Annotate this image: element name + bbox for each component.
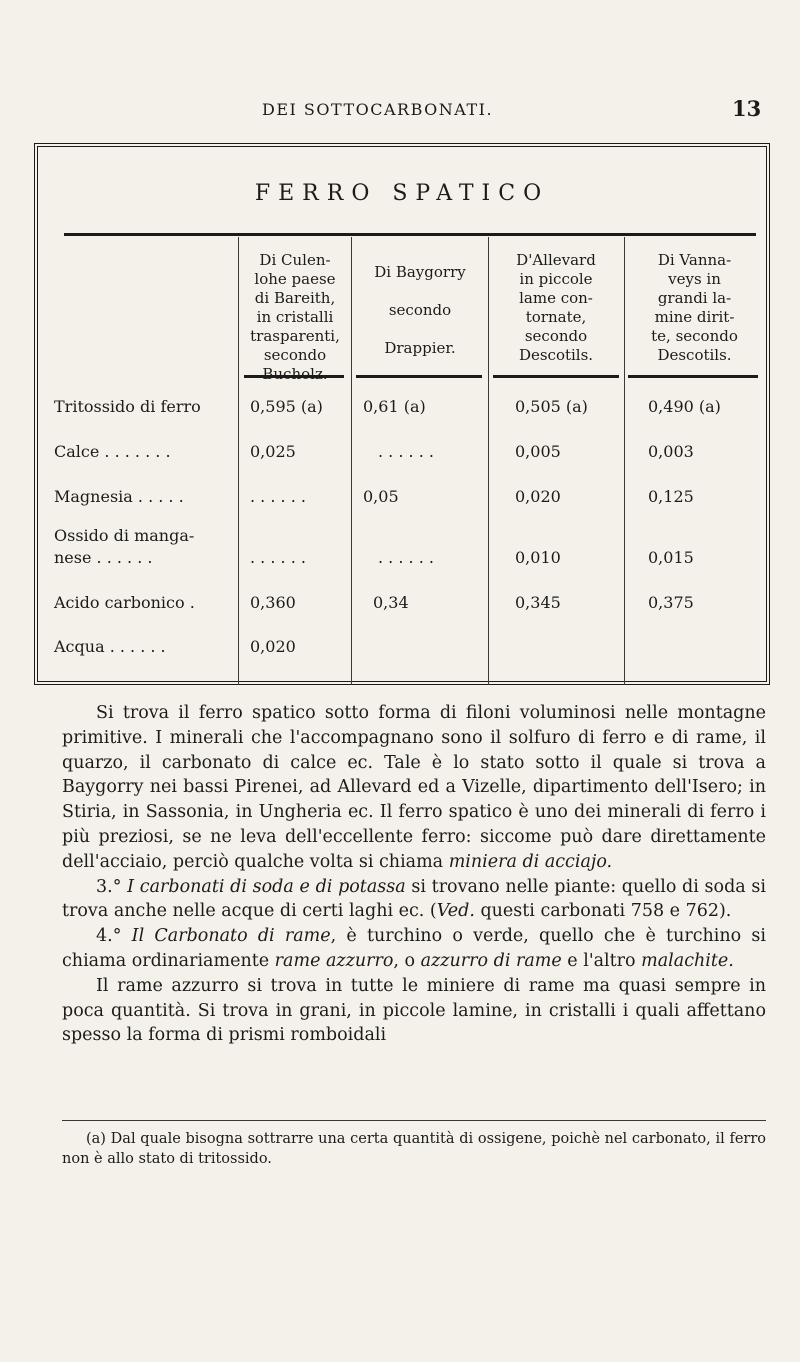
paragraph-emphasis: azzurro di rame	[420, 950, 562, 971]
cell-value: 0,010	[515, 548, 561, 567]
paragraph-emphasis: malachite.	[641, 950, 734, 971]
paragraph	[62, 701, 766, 875]
cell-value: 0,020	[515, 487, 561, 506]
section-heading: I carbonati di soda e di potassa	[127, 876, 406, 897]
row-label: Ossido di manga- nese . . . . . .	[54, 526, 195, 567]
table-row	[38, 397, 766, 427]
page-number: 13	[732, 96, 762, 121]
column-header-allevard: D'Allevard in piccole lame con- tornate, secondo Descotils.	[516, 251, 596, 364]
paragraph	[62, 875, 766, 925]
header-rule	[628, 375, 758, 378]
cell-value: 0,003	[648, 442, 694, 461]
table-row	[38, 442, 766, 472]
paragraph-text: , è turchino o verde, quello che è turchino si chiama ordinariamente	[62, 926, 766, 971]
paragraph-text: questi carbonati 758 e 762).	[474, 901, 732, 922]
table-row	[38, 637, 766, 667]
cell-value: 0,61 (a)	[363, 397, 426, 416]
cell-value: . . . . . .	[250, 548, 306, 567]
cross-reference: Ved.	[436, 901, 475, 922]
cell-value: 0,490 (a)	[648, 397, 721, 416]
running-title: DEI SOTTOCARBONATI.	[262, 100, 494, 119]
section-number: 3.°	[96, 876, 128, 897]
paragraph-text: , o	[393, 950, 421, 971]
paragraph-text: Si trova il ferro spatico sotto forma di filoni voluminosi nelle montagne primitive. I minerali che l'accompagnano sono il solfuro di ferro e di rame, il quarzo, il carbonato di calce ec. Tale è lo stato sotto il quale si trova a Baygorry nei bassi Pirenei, ad Allevard ed a Vizelle, dipartimento dell'Isero; in Stiria, in Sassonia, in Ungheria ec. Il ferro spatico è uno dei minerali di ferro i più preziosi, se ne leva dell'eccellente ferro: siccome può dare direttamente dell'acciaio, perciò qualche volta si chiama	[62, 703, 766, 872]
column-header-vannaveys: Di Vanna- veys in grandi la- mine dirit- te, secondo Descotils.	[651, 251, 738, 364]
header-rule	[356, 375, 482, 378]
paragraph-text: e l'altro	[561, 950, 642, 971]
header-rule	[244, 375, 344, 378]
cell-value: 0,005	[515, 442, 561, 461]
footnote-text: Dal quale bisogna sottrarre una certa quantità di ossigene, poichè nel carbonato, il ferro non è allo stato di tritossido.	[62, 1131, 766, 1167]
table-row	[38, 487, 766, 517]
body-text	[62, 701, 766, 1048]
column-header-baygorry: Di Baygorry secondo Drappier.	[374, 263, 466, 357]
title-rule	[64, 233, 756, 236]
footnote	[62, 1129, 766, 1169]
table-row	[38, 525, 766, 573]
cell-value: 0,025	[250, 442, 296, 461]
paragraph-emphasis: rame azzurro	[274, 950, 394, 971]
cell-value: 0,05	[363, 487, 399, 506]
row-label: Magnesia . . . . .	[54, 487, 184, 506]
row-label: Tritossido di ferro	[54, 397, 201, 416]
cell-value: 0,015	[648, 548, 694, 567]
section-number: 4.°	[96, 926, 132, 947]
table-row	[38, 593, 766, 623]
paragraph-emphasis: miniera di acciajo.	[448, 851, 613, 872]
paragraph	[62, 924, 766, 974]
footnote-rule	[62, 1120, 766, 1121]
cell-value: 0,595 (a)	[250, 397, 323, 416]
cell-value: 0,125	[648, 487, 694, 506]
cell-value: 0,34	[373, 593, 409, 612]
section-heading: Il Carbonato di rame	[131, 926, 331, 947]
row-label: Acido carbonico .	[54, 593, 195, 612]
cell-value: . . . . . .	[250, 487, 306, 506]
row-label: Acqua . . . . . .	[54, 637, 166, 656]
cell-value: 0,345	[515, 593, 561, 612]
footnote-marker: (a)	[86, 1131, 106, 1147]
page-header	[0, 96, 800, 130]
cell-value: 0,020	[250, 637, 296, 656]
cell-value: 0,375	[648, 593, 694, 612]
cell-value: . . . . . .	[378, 442, 434, 461]
composition-table	[34, 143, 770, 685]
table-title: FERRO SPATICO	[254, 181, 550, 206]
paragraph: Il rame azzurro si trova in tutte le miniere di rame ma quasi sempre in poca quantità. Si trova in grani, in piccole lamine, in cristalli i quali affettano spesso la forma di prismi romboidali	[62, 975, 766, 1046]
row-label: Calce . . . . . . .	[54, 442, 171, 461]
column-header-culenlohe: Di Culen- lohe paese di Bareith, in cristalli trasparenti, secondo Bucholz.	[250, 251, 340, 383]
cell-value: 0,505 (a)	[515, 397, 588, 416]
paragraph-text: si trovano nelle piante: quello di soda si trova anche nelle acque di certi laghi ec. (	[62, 876, 766, 922]
header-rule	[493, 375, 619, 378]
cell-value: 0,360	[250, 593, 296, 612]
cell-value: . . . . . .	[378, 548, 434, 567]
